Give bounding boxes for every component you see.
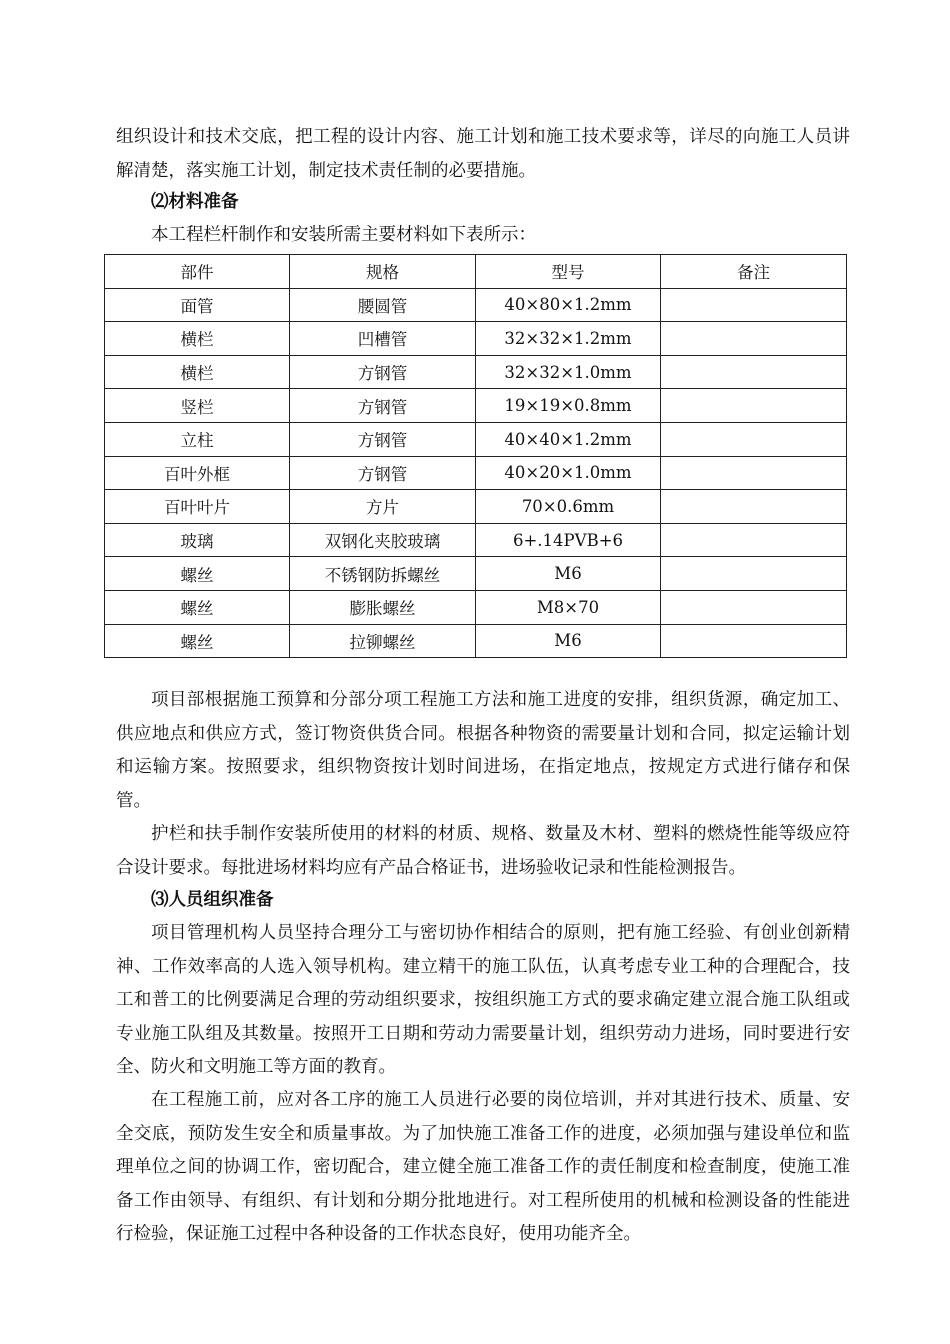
materials-heading: ⑵材料准备	[151, 192, 239, 212]
supply-paragraph: 项目部根据施工预算和分部分项工程施工方法和施工进度的安排，组织货源，确定加工、供应地点和供应方式，签订物资供货合同。根据各种物资的需要量计划和合同，拟定运输计划和运输方案。按照要求，组织物资按计划时间进场，在指定地点，按规定方式进行储存和保管。	[116, 690, 850, 811]
table-row	[105, 288, 847, 322]
cell-spec: 腰圆管	[290, 288, 476, 322]
table-row	[105, 355, 847, 389]
cell-remarks	[661, 557, 847, 591]
table-row	[105, 590, 847, 624]
table-row	[105, 557, 847, 591]
cell-part: 螺丝	[105, 624, 290, 658]
cell-remarks	[661, 288, 847, 322]
cell-spec: 方钢管	[290, 389, 476, 423]
table-row	[105, 389, 847, 423]
cell-spec: 凹槽管	[290, 322, 476, 356]
cell-spec: 方片	[290, 490, 476, 524]
cell-remarks	[661, 490, 847, 524]
cell-spec: 方钢管	[290, 355, 476, 389]
quality-paragraph: 护栏和扶手制作安装所使用的材料的材质、规格、数量及木材、塑料的燃烧性能等级应符合设计要求。每批进场材料均应有产品合格证书，进场验收记录和性能检测报告。	[116, 824, 850, 878]
table-row	[105, 490, 847, 524]
cell-remarks	[661, 624, 847, 658]
cell-model: M6	[476, 624, 661, 658]
cell-part: 螺丝	[105, 590, 290, 624]
cell-model: 40×80×1.2mm	[476, 288, 661, 322]
cell-part: 百叶外框	[105, 456, 290, 490]
personnel-paragraph: 项目管理机构人员坚持合理分工与密切协作相结合的原则，把有施工经验、有创业创新精神、工作效率高的人选入领导机构。建立精干的施工队伍，认真考虑专业工种的合理配合，技工和普工的比例要满足合理的劳动组织要求，按组织施工方式的要求确定建立混合施工队组或专业施工队组及其数量。按照开工日期和劳动力需要量计划，组织劳动力进场，同时要进行安全、防火和文明施工等方面的教育。	[116, 923, 850, 1077]
cell-model: 70×0.6mm	[476, 490, 661, 524]
intro-paragraph: 组织设计和技术交底，把工程的设计内容、施工计划和施工技术要求等，详尽的向施工人员讲解清楚，落实施工计划，制定技术责任制的必要措施。	[116, 127, 850, 181]
table-caption: 本工程栏杆制作和安装所需主要材料如下表所示：	[151, 225, 536, 245]
table-row	[105, 456, 847, 490]
cell-part: 竖栏	[105, 389, 290, 423]
cell-remarks	[661, 456, 847, 490]
cell-spec: 不锈钢防拆螺丝	[290, 557, 476, 591]
cell-part: 横栏	[105, 355, 290, 389]
personnel-heading: ⑶人员组织准备	[151, 890, 274, 910]
cell-part: 玻璃	[105, 523, 290, 557]
cell-spec: 双钢化夹胶玻璃	[290, 523, 476, 557]
table-row	[105, 624, 847, 658]
cell-remarks	[661, 389, 847, 423]
cell-model: M6	[476, 557, 661, 591]
training-paragraph: 在工程施工前，应对各工序的施工人员进行必要的岗位培训，并对其进行技术、质量、安全交底，预防发生安全和质量事故。为了加快施工准备工作的进度，必须加强与建设单位和监理单位之间的协调工作，密切配合，建立健全施工准备工作的责任制度和检查制度，使施工准备工作由领导、有组织、有计划和分期分批地进行。对工程所使用的机械和检测设备的性能进行检验，保证施工过程中各种设备的工作状态良好，使用功能齐全。	[116, 1090, 850, 1244]
cell-model: 19×19×0.8mm	[476, 389, 661, 423]
cell-model: 32×32×1.0mm	[476, 355, 661, 389]
cell-model: M8×70	[476, 590, 661, 624]
cell-part: 螺丝	[105, 557, 290, 591]
cell-part: 横栏	[105, 322, 290, 356]
cell-model: 40×20×1.0mm	[476, 456, 661, 490]
cell-model: 32×32×1.2mm	[476, 322, 661, 356]
cell-remarks	[661, 590, 847, 624]
cell-part: 百叶叶片	[105, 490, 290, 524]
table-row	[105, 422, 847, 456]
table-row	[105, 523, 847, 557]
cell-spec: 膨胀螺丝	[290, 590, 476, 624]
table-header-row	[105, 255, 847, 289]
table-row	[105, 322, 847, 356]
cell-spec: 方钢管	[290, 422, 476, 456]
cell-remarks	[661, 355, 847, 389]
cell-model: 40×40×1.2mm	[476, 422, 661, 456]
materials-table	[104, 254, 847, 658]
cell-part: 面管	[105, 288, 290, 322]
cell-remarks	[661, 523, 847, 557]
header-spec: 规格	[290, 255, 476, 289]
header-remarks: 备注	[661, 255, 847, 289]
cell-remarks	[661, 322, 847, 356]
header-part: 部件	[105, 255, 290, 289]
header-model: 型号	[476, 255, 661, 289]
cell-model: 6+.14PVB+6	[476, 523, 661, 557]
cell-remarks	[661, 422, 847, 456]
cell-spec: 方钢管	[290, 456, 476, 490]
cell-part: 立柱	[105, 422, 290, 456]
cell-spec: 拉铆螺丝	[290, 624, 476, 658]
